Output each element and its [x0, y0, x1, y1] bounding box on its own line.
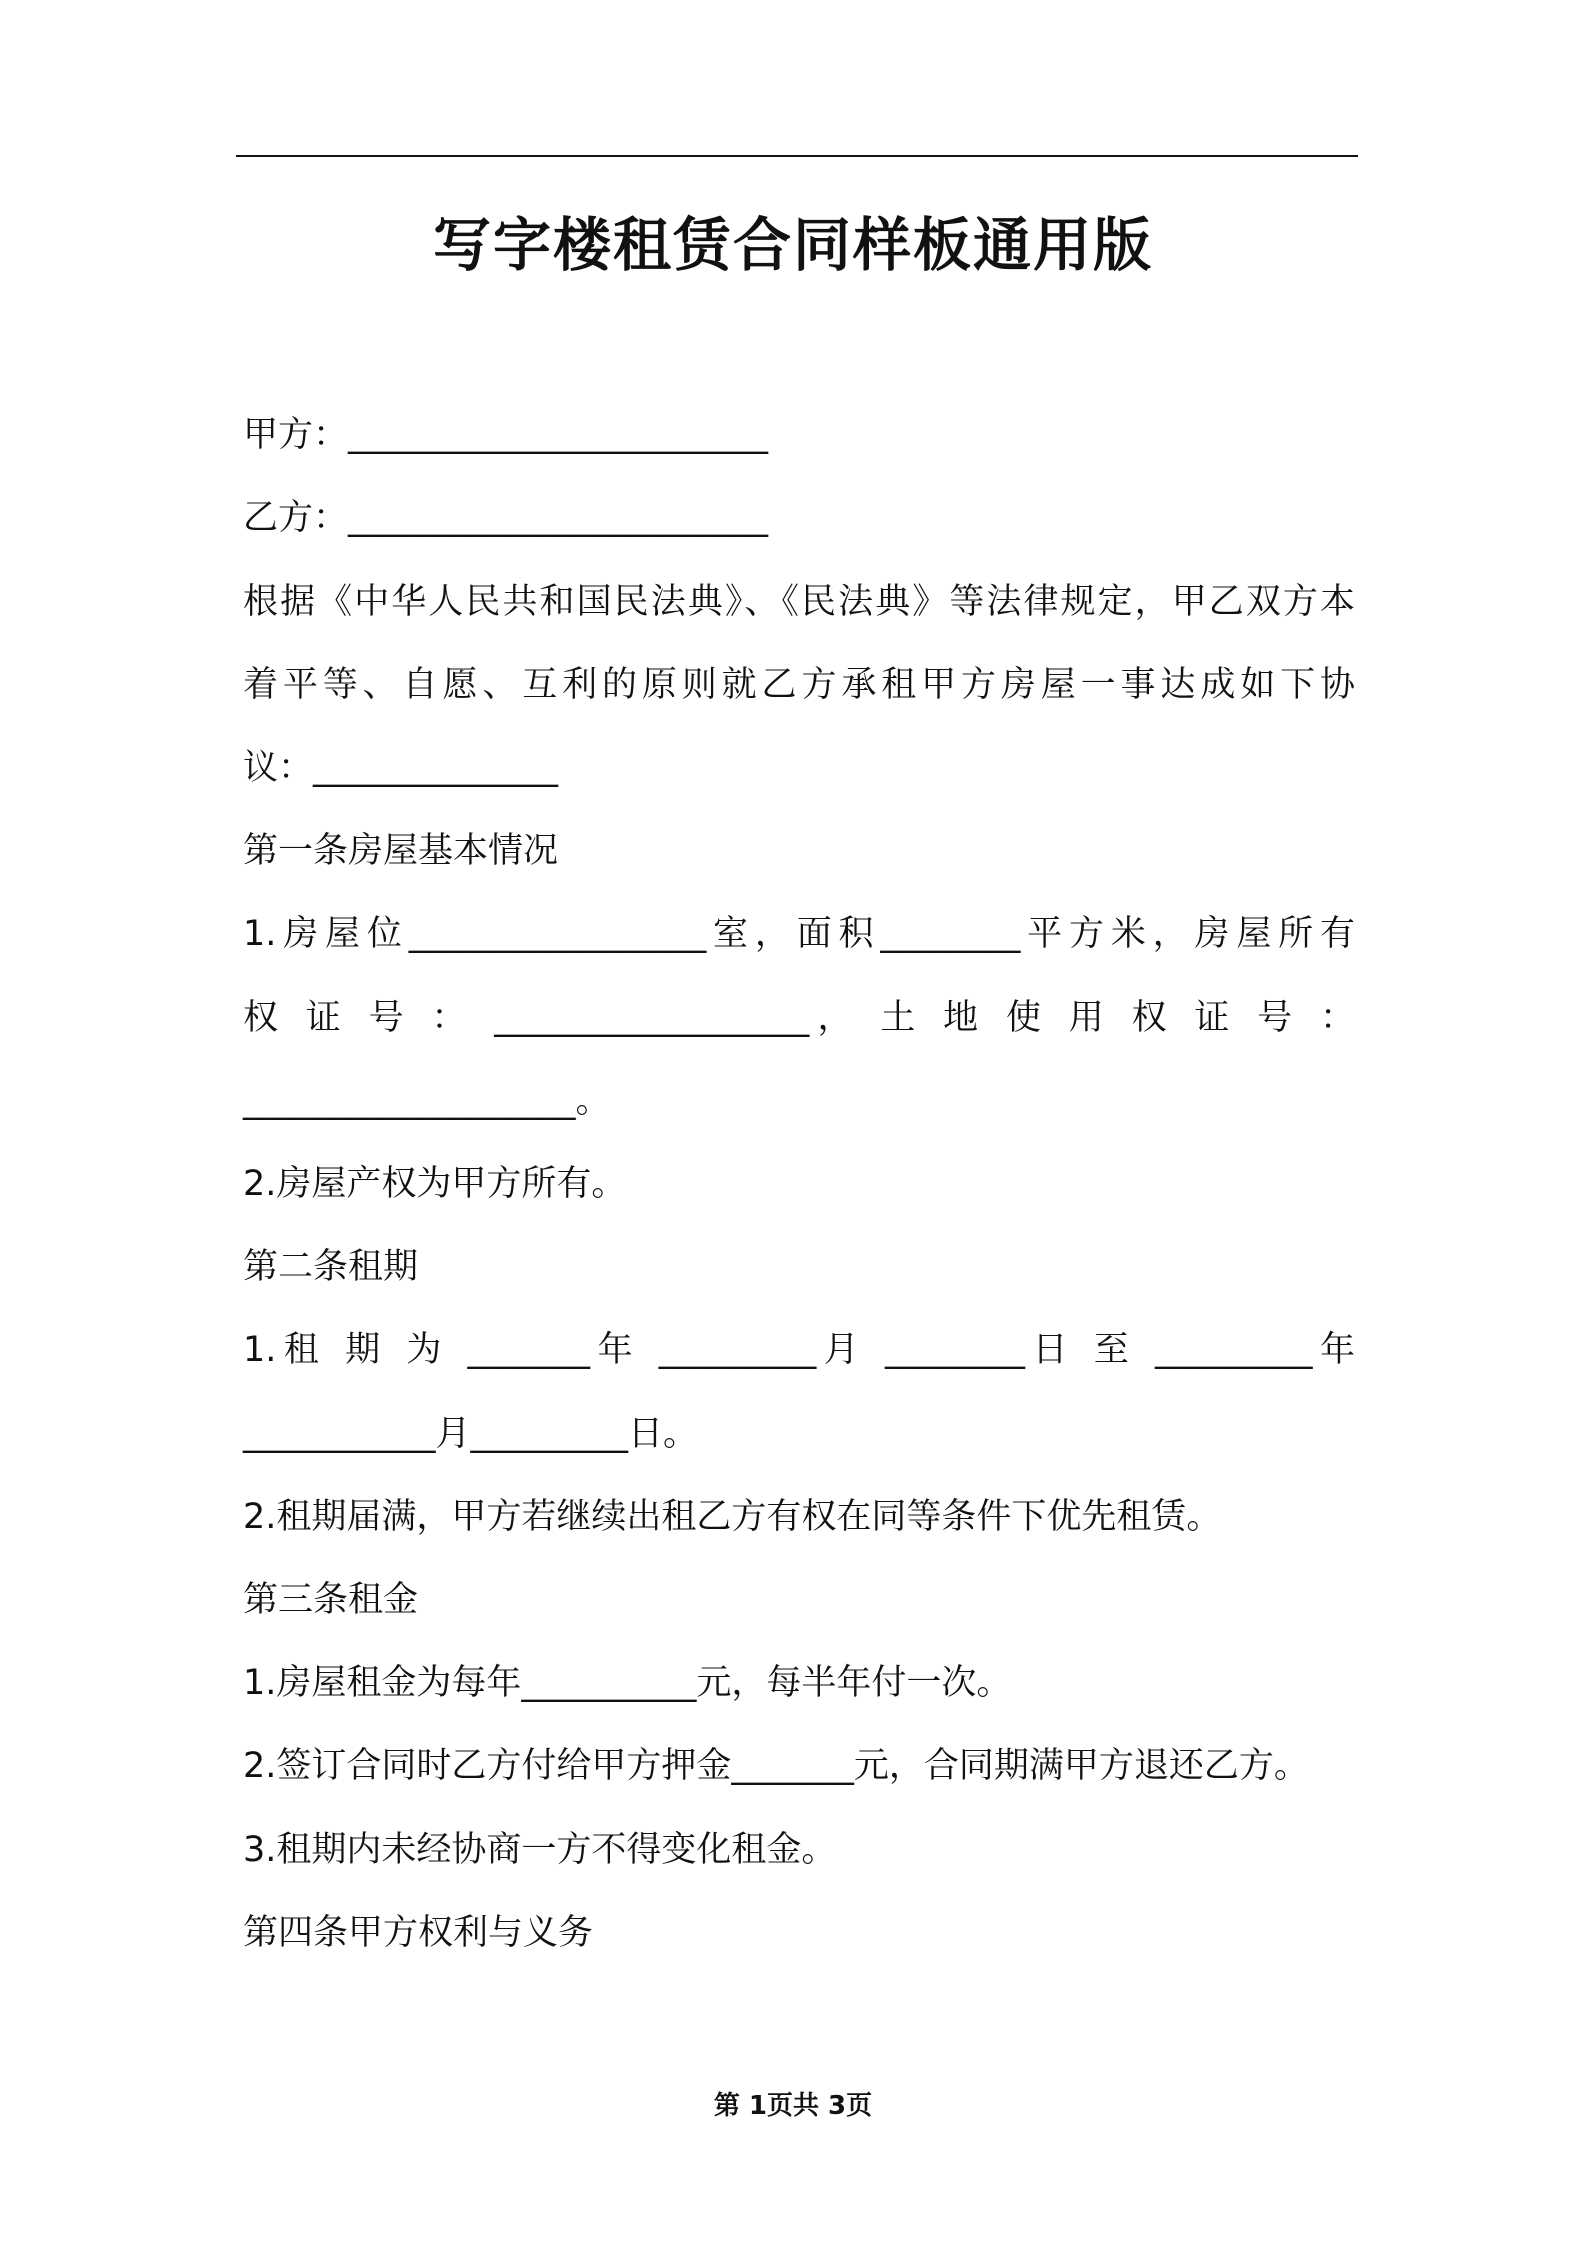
article-3-heading: 第三条租金 [243, 1580, 419, 1620]
article-3-item-2: 2.签订合同时乙方付给甲方押金_______元，合同期满甲方退还乙方。 [243, 1746, 1309, 1786]
header-rule [236, 155, 1358, 157]
article-2-item-1-line-2: ___________月_________日。 [243, 1414, 699, 1454]
article-1-item-2: 2.房屋产权为甲方所有。 [243, 1164, 627, 1204]
preamble-line-2: 着平等、自愿、互利的原则就乙方承租甲方房屋一事达成如下协 [243, 665, 1355, 705]
document-title: 写字楼租赁合同样板通用版 [432, 211, 1153, 279]
article-1-item-1-line-2: 权 证 号 ： __________________， 土 地 使 用 权 证 号 ： [243, 998, 1355, 1038]
preamble-line-1: 根据《中华人民共和国民法典》、《民法典》等法律规定，甲乙双方本 [243, 582, 1355, 622]
page-number-footer: 第 1页共 3页 [713, 2091, 873, 2121]
article-1-heading: 第一条房屋基本情况 [243, 831, 559, 871]
article-3-item-3: 3.租期内未经协商一方不得变化租金。 [243, 1830, 837, 1870]
article-2-item-2: 2.租期届满，甲方若继续出租乙方有权在同等条件下优先租赁。 [243, 1497, 1222, 1537]
article-1-item-1-line-3: ___________________。 [243, 1081, 611, 1121]
preamble-line-3: 议：______________ [243, 748, 559, 788]
article-4-heading: 第四条甲方权利与义务 [243, 1913, 594, 1953]
article-3-item-1: 1.房屋租金为每年__________元，每半年付一次。 [243, 1663, 1012, 1703]
article-2-heading: 第二条租期 [243, 1247, 419, 1287]
article-2-item-1-line-1: 1.租 期 为 _______年 _________月 ________日 至 _________年 [243, 1330, 1355, 1370]
article-1-item-1-line-1: 1.房屋位_________________室，面积________平方米，房屋所有 [243, 914, 1355, 954]
party-b-line: 乙方：________________________ [243, 498, 769, 538]
party-a-line: 甲方：________________________ [243, 415, 769, 455]
